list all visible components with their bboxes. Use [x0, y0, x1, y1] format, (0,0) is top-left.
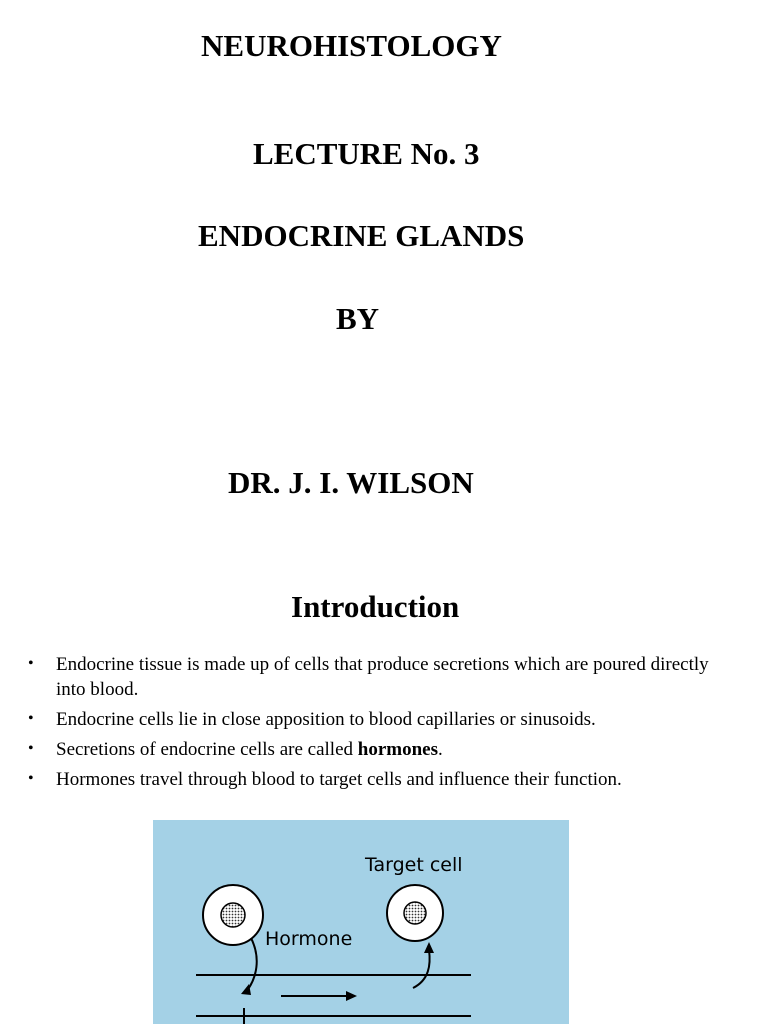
bullet-item	[0, 707, 768, 732]
bullet-text: Endocrine cells lie in close apposition to blood capillaries or sinusoids.	[56, 709, 596, 730]
uptake-arrow	[413, 942, 434, 988]
endocrine-diagram	[153, 820, 569, 1024]
lecture-topic: ENDOCRINE GLANDS	[198, 218, 525, 253]
bullet-item	[0, 767, 768, 792]
bullet-marker: •	[28, 655, 34, 672]
bullet-text-prefix: Secretions of endocrine cells are called	[56, 739, 358, 760]
lecture-number: LECTURE No. 3	[253, 136, 480, 171]
bullet-text: Endocrine tissue is made up of cells that produce secretions which are poured directly into blood.	[56, 654, 709, 700]
section-heading-introduction: Introduction	[291, 589, 460, 624]
bullet-text-suffix: .	[437, 739, 443, 760]
target-cell-label: Target cell	[365, 854, 463, 876]
blood-flow-arrow	[281, 991, 357, 1001]
bullet-item	[0, 737, 768, 762]
target-cell	[387, 885, 443, 941]
secretion-arrow	[241, 938, 257, 995]
document-title: NEUROHISTOLOGY	[201, 28, 502, 63]
bullet-marker: •	[28, 770, 34, 787]
bullet-marker: •	[28, 710, 34, 727]
hormone-label: Hormone	[265, 928, 353, 950]
endocrine-diagram-svg	[153, 820, 569, 1024]
bullet-marker: •	[28, 740, 34, 757]
bullet-item	[0, 652, 768, 702]
bullet-text: Hormones travel through blood to target cells and influence their function.	[56, 769, 622, 790]
introduction-bullet-list	[0, 652, 768, 797]
by-line: BY	[336, 301, 380, 336]
endocrine-cell	[203, 885, 263, 945]
author-name: DR. J. I. WILSON	[228, 465, 474, 500]
bullet-text-bold-term: hormones	[357, 739, 438, 760]
